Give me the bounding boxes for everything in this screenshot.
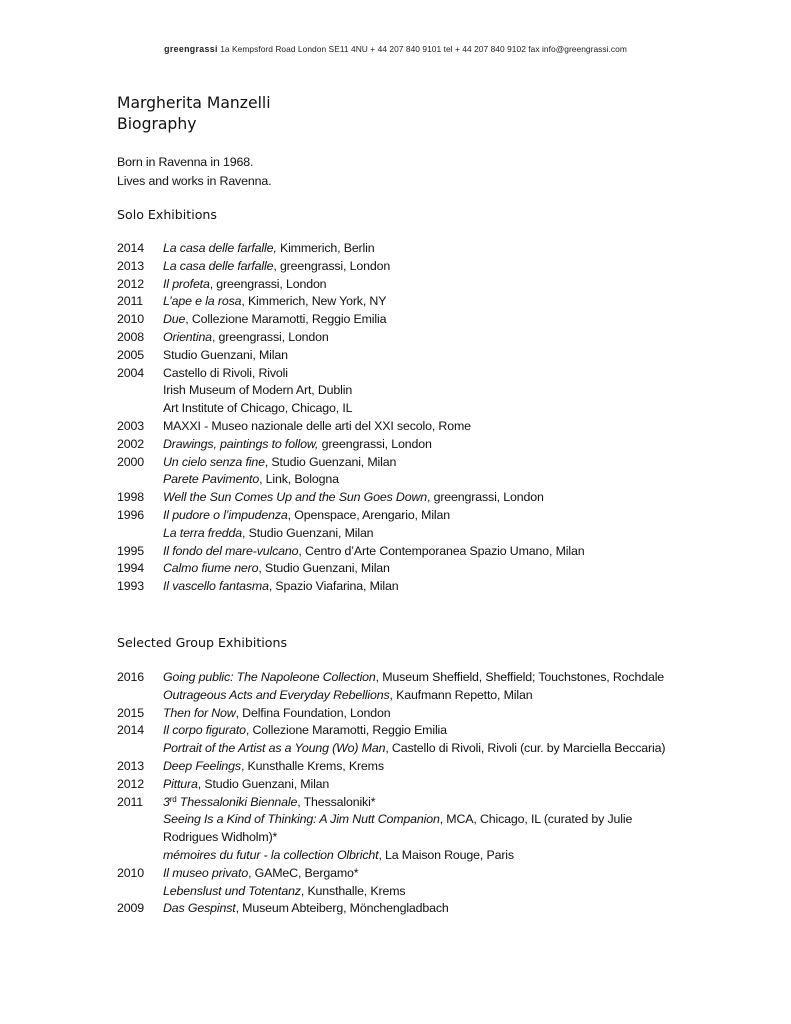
exhibition-entry <box>117 400 683 418</box>
exhibition-entry <box>117 311 683 329</box>
exhibition-year: 1993 <box>117 579 144 594</box>
exhibition-year: 2014 <box>117 241 144 255</box>
exhibition-venue: , greengrassi, London <box>273 258 391 273</box>
exhibition-entry <box>117 543 683 561</box>
exhibition-venue: , Openspace, Arengario, Milan <box>287 507 451 522</box>
exhibition-entry <box>117 578 683 596</box>
exhibition-venue: , Delfina Foundation, London <box>235 705 391 720</box>
exhibition-year: 2003 <box>117 418 144 433</box>
exhibition-venue: Art Institute of Chicago, Chicago, IL <box>163 401 353 416</box>
exhibition-text <box>163 276 683 294</box>
exhibition-year: 2005 <box>117 347 144 362</box>
exhibition-year: 1995 <box>117 543 144 558</box>
exhibition-text <box>163 578 683 596</box>
exhibition-text <box>163 293 683 311</box>
exhibition-venue: Irish Museum of Modern Art, Dublin <box>163 383 353 398</box>
exhibition-text <box>163 669 683 687</box>
exhibition-text <box>163 454 683 472</box>
bio-born: Born in Ravenna in 1968. <box>117 155 254 169</box>
exhibition-text <box>163 347 683 365</box>
exhibition-title: Orientina <box>163 329 212 344</box>
exhibition-year: 2010 <box>117 312 144 327</box>
exhibition-year: 2008 <box>117 329 144 344</box>
exhibition-text <box>163 847 683 865</box>
exhibition-title: Calmo fiume nero <box>163 561 259 576</box>
exhibition-text <box>163 811 683 847</box>
exhibition-title: La terra fredda <box>163 525 243 540</box>
exhibition-text <box>163 400 683 418</box>
exhibition-title: Il corpo figurato <box>163 723 246 738</box>
exhibition-title: Il museo privato <box>163 865 249 880</box>
exhibition-entry <box>117 705 683 723</box>
exhibition-venue: Studio Guenzani, Milan <box>163 347 288 362</box>
exhibition-year: 2016 <box>117 670 144 684</box>
exhibition-year: 2012 <box>117 276 144 291</box>
exhibition-year: 2000 <box>117 454 144 469</box>
exhibition-year: 2012 <box>117 776 144 791</box>
exhibition-title: Il vascello fantasma <box>163 579 269 594</box>
bio-block <box>117 153 271 191</box>
exhibition-venue: , Kunsthalle Krems, Krems <box>240 758 384 773</box>
exhibition-text <box>163 418 683 436</box>
exhibition-venue: , Studio Guenzani, Milan <box>258 561 390 576</box>
exhibition-title: Deep Feelings <box>163 758 241 773</box>
exhibition-text <box>163 240 683 258</box>
group-exhibitions-list <box>117 669 683 918</box>
exhibition-title: Il pudore o l’impudenza <box>163 507 288 522</box>
document-subtitle: Biography <box>117 115 197 133</box>
exhibition-text <box>163 722 683 740</box>
exhibition-title: Un cielo senza fine <box>163 454 265 469</box>
exhibition-venue: , Collezione Maramotti, Reggio Emilia <box>185 312 387 327</box>
exhibition-entry <box>117 293 683 311</box>
exhibition-venue: , greengrassi, London <box>209 276 327 291</box>
exhibition-venue: , Castello di Rivoli, Rivoli (cur. by Marciella Beccaria) <box>385 741 666 756</box>
exhibition-text <box>163 543 683 561</box>
exhibition-title: Portrait of the Artist as a Young (Wo) Man <box>163 741 386 756</box>
solo-exhibitions-heading: Solo Exhibitions <box>117 207 217 222</box>
group-exhibitions-heading: Selected Group Exhibitions <box>117 635 288 650</box>
exhibition-entry <box>117 687 683 705</box>
exhibition-venue: , Museum Abteiberg, Mönchengladbach <box>235 901 449 916</box>
exhibition-entry <box>117 382 683 400</box>
exhibition-text <box>163 311 683 329</box>
exhibition-text <box>163 794 683 812</box>
exhibition-venue: greengrassi, London <box>318 436 432 451</box>
exhibition-text <box>163 560 683 578</box>
exhibition-entry <box>117 669 683 687</box>
exhibition-year: 1996 <box>117 507 144 522</box>
solo-exhibitions-list <box>117 240 683 596</box>
exhibition-entry <box>117 258 683 276</box>
exhibition-entry <box>117 865 683 883</box>
exhibition-title: Drawings, paintings to follow, <box>163 436 319 451</box>
exhibition-venue: , Museum Sheffield, Sheffield; Touchstones, Rochdale <box>375 670 665 684</box>
exhibition-title: Das Gespinst <box>163 901 236 916</box>
exhibition-entry <box>117 525 683 543</box>
exhibition-venue: , MCA, Chicago, IL (curated by Julie Rodrigues Widholm)* <box>163 812 633 845</box>
exhibition-entry <box>117 900 683 918</box>
exhibition-entry <box>117 847 683 865</box>
exhibition-year: 2002 <box>117 436 144 451</box>
exhibition-venue: , La Maison Rouge, Paris <box>378 847 514 862</box>
exhibition-entry <box>117 489 683 507</box>
exhibition-title: Seeing Is a Kind of Thinking: A Jim Nutt Companion <box>163 812 440 827</box>
exhibition-title: Then for Now <box>163 705 236 720</box>
exhibition-title: Lebenslust und Totentanz <box>163 883 301 898</box>
letterhead-brand: greengrassi <box>164 44 218 54</box>
exhibition-year: 2013 <box>117 258 144 273</box>
exhibition-year: 2013 <box>117 758 144 773</box>
exhibition-text <box>163 740 683 758</box>
exhibition-text <box>163 900 683 918</box>
exhibition-year: 2011 <box>117 794 144 809</box>
exhibition-title: Il fondo del mare-vulcano <box>163 543 299 558</box>
exhibition-entry <box>117 240 683 258</box>
exhibition-year: 2014 <box>117 723 144 738</box>
exhibition-entry <box>117 454 683 472</box>
exhibition-text <box>163 883 683 901</box>
exhibition-year: 2011 <box>117 294 144 309</box>
exhibition-entry <box>117 794 683 812</box>
exhibition-venue: Castello di Rivoli, Rivoli <box>163 365 288 380</box>
exhibition-text <box>163 258 683 276</box>
exhibition-text <box>163 507 683 525</box>
exhibition-text <box>163 758 683 776</box>
exhibition-venue: , Spazio Viafarina, Milan <box>268 579 399 594</box>
exhibition-title: Parete Pavimento <box>163 472 260 487</box>
exhibition-venue: , GAMeC, Bergamo* <box>248 865 359 880</box>
exhibition-entry <box>117 329 683 347</box>
exhibition-venue: , greengrassi, London <box>211 329 329 344</box>
exhibition-title: Well the Sun Comes Up and the Sun Goes Down <box>163 490 427 505</box>
exhibition-text <box>163 329 683 347</box>
exhibition-title: mémoires du futur - la collection Olbricht <box>163 847 379 862</box>
exhibition-title: L’ape e la rosa <box>163 294 242 309</box>
bio-lives: Lives and works in Ravenna. <box>117 174 272 188</box>
exhibition-entry <box>117 418 683 436</box>
exhibition-entry <box>117 740 683 758</box>
exhibition-venue: , Kimmerich, New York, NY <box>241 294 387 309</box>
exhibition-entry <box>117 722 683 740</box>
exhibition-title: La casa delle farfalle <box>163 258 274 273</box>
exhibition-title-ordinal: rd <box>169 794 177 804</box>
exhibition-venue: , greengrassi, London <box>427 490 544 505</box>
exhibition-text <box>163 489 683 507</box>
exhibition-text <box>163 436 683 454</box>
exhibition-title: Going public: The Napoleone Collection <box>163 670 376 684</box>
exhibition-entry <box>117 347 683 365</box>
exhibition-venue: , Collezione Maramotti, Reggio Emilia <box>245 723 447 738</box>
exhibition-entry <box>117 811 683 847</box>
title-block <box>117 93 271 135</box>
exhibition-text <box>163 382 683 400</box>
exhibition-venue: , Kaufmann Repetto, Milan <box>389 687 533 702</box>
exhibition-year: 1994 <box>117 561 144 576</box>
exhibition-year: 1998 <box>117 490 144 505</box>
exhibition-year: 2015 <box>117 705 144 720</box>
exhibition-entry <box>117 883 683 901</box>
exhibition-entry <box>117 276 683 294</box>
exhibition-venue: MAXXI - Museo nazionale delle arti del XXI secolo, Rome <box>163 418 471 433</box>
letterhead-details: 1a Kempsford Road London SE11 4NU + 44 207 840 9101 tel + 44 207 840 9102 fax info@greengrassi.com <box>220 44 627 54</box>
exhibition-venue: , Studio Guenzani, Milan <box>197 776 330 791</box>
exhibition-text <box>163 705 683 723</box>
exhibition-venue: , Centro d’Arte Contemporanea Spazio Umano, Milan <box>298 543 585 558</box>
exhibition-title: Due <box>163 312 186 327</box>
exhibition-text <box>163 471 683 489</box>
exhibition-text <box>163 365 683 383</box>
exhibition-entry <box>117 560 683 578</box>
exhibition-venue: , Studio Guenzani, Milan <box>242 525 374 540</box>
exhibition-entry <box>117 436 683 454</box>
exhibition-title: Pittura <box>163 776 198 791</box>
exhibition-title: Outrageous Acts and Everyday Rebellions <box>163 687 390 702</box>
exhibition-venue: Kimmerich, Berlin <box>276 241 375 255</box>
exhibition-entry <box>117 758 683 776</box>
letterhead <box>0 44 791 54</box>
exhibition-venue: , Link, Bologna <box>259 472 339 487</box>
exhibition-entry <box>117 365 683 383</box>
exhibition-text <box>163 865 683 883</box>
exhibition-entry <box>117 471 683 489</box>
exhibition-venue: , Studio Guenzani, Milan <box>264 454 397 469</box>
exhibition-title: Il profeta <box>163 276 210 291</box>
exhibition-title: Thessaloniki Biennale <box>176 794 298 809</box>
exhibition-text <box>163 525 683 543</box>
exhibition-year: 2009 <box>117 901 144 916</box>
exhibition-year: 2010 <box>117 865 144 880</box>
exhibition-venue: , Thessaloniki* <box>297 794 376 809</box>
exhibition-entry <box>117 507 683 525</box>
exhibition-venue: , Kunsthalle, Krems <box>300 883 406 898</box>
exhibition-entry <box>117 776 683 794</box>
exhibition-text <box>163 687 683 705</box>
exhibition-title: La casa delle farfalle, <box>163 241 277 255</box>
exhibition-title-number: 3 <box>163 794 170 809</box>
exhibition-year: 2004 <box>117 365 144 380</box>
artist-name: Margherita Manzelli <box>117 94 271 112</box>
exhibition-text <box>163 776 683 794</box>
